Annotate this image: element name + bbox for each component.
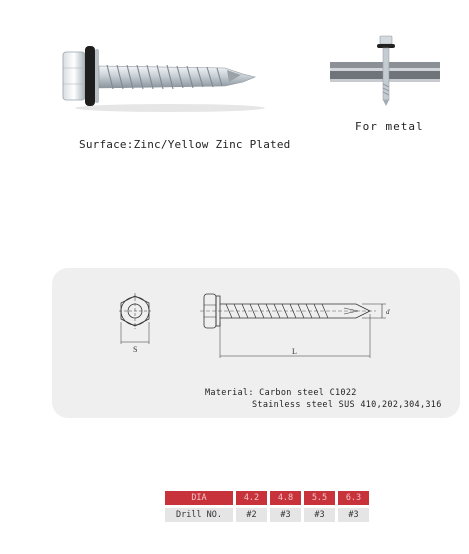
drill-number-cell: #3 (270, 508, 301, 522)
size-cell: 4.2 (236, 491, 267, 505)
drill-label-cell: Drill NO. (165, 508, 233, 522)
table-row (165, 508, 369, 522)
technical-drawing (100, 282, 400, 372)
size-cell: 6.3 (338, 491, 369, 505)
drill-number-cell: #3 (304, 508, 335, 522)
table-row (165, 491, 369, 505)
surface-caption: Surface:Zinc/Yellow Zinc Plated (79, 138, 291, 151)
material-stainless-steel: Stainless steel SUS 410,202,304,316 (252, 400, 442, 410)
screw-photo (55, 38, 270, 116)
drill-number-cell: #2 (236, 508, 267, 522)
drill-number-cell: #3 (338, 508, 369, 522)
dimension-d-label: d (386, 308, 390, 316)
dimension-s-label: S (133, 345, 138, 354)
application-caption: For metal (355, 120, 424, 133)
spec-table (162, 488, 372, 525)
header-label-cell: DIA (165, 491, 233, 505)
hex-head-front-view (119, 293, 151, 344)
material-carbon-steel: Material: Carbon steel C1022 (205, 388, 357, 398)
metal-application-photo (330, 30, 440, 110)
dimension-l-label: L (292, 347, 297, 356)
size-cell: 4.8 (270, 491, 301, 505)
size-cell: 5.5 (304, 491, 335, 505)
